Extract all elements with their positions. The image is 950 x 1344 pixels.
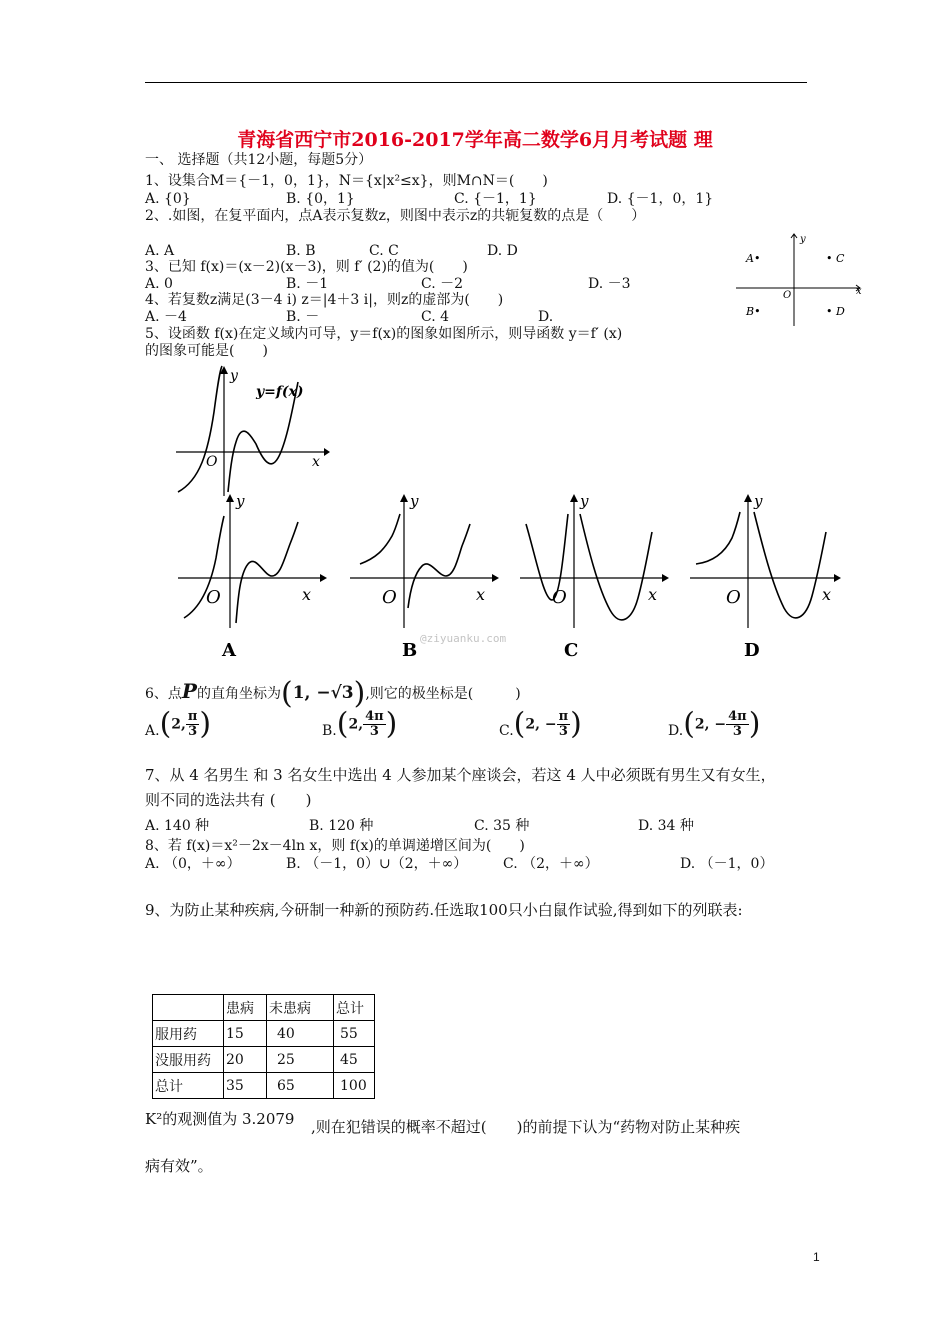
page-number: 1 <box>813 1250 820 1264</box>
q2-stem: 2、.如图，在复平面内，点A表示复数z，则图中表示z的共轭复数的点是（ ） <box>145 208 646 224</box>
point-a: A• <box>746 252 761 265</box>
q9-stem: 9、为防止某种疾病,今研制一种新的预防药.任选取100只小白鼠作试验,得到如下的列联表: <box>145 901 743 919</box>
table-row: 没服用药 20 25 45 <box>153 1047 375 1073</box>
q6-option-b: B.(2, $\frac{4\pi}{3}$ ) <box>322 706 398 742</box>
svg-text:y: y <box>580 492 589 510</box>
svg-text:y: y <box>410 492 419 510</box>
svg-text:x: x <box>822 585 832 604</box>
page-title: 青海省西宁市2016-2017学年高二数学6月月考试题 理 <box>237 129 713 151</box>
curve-left-branch <box>178 366 222 492</box>
y-label: y <box>230 368 238 384</box>
origin-label: O <box>206 454 218 470</box>
q2-option-d: D. D <box>487 243 518 259</box>
table-row: 服用药 15 40 55 <box>153 1021 375 1047</box>
table-row: 总计 35 65 100 <box>153 1073 375 1099</box>
q7-option-d: D. 34 种 <box>638 818 694 834</box>
q9-statistic: K²的观测值为 3.2079 <box>145 1110 295 1128</box>
q2-option-b: B. B <box>286 243 316 259</box>
option-a-letter: A <box>222 640 236 661</box>
point-b: B• <box>746 305 761 318</box>
q1-option-b: B. {0，1} <box>286 191 355 207</box>
svg-text:x: x <box>648 585 658 604</box>
q7-stem-line2: 则不同的选法共有 ( ) <box>145 791 312 809</box>
q8-option-a: A. （0，＋∞） <box>145 856 241 872</box>
q3-option-a: A. 0 <box>145 276 173 292</box>
svg-text:O: O <box>206 587 221 608</box>
q4-option-a: A. －4 <box>145 309 187 325</box>
q6-stem: 6、点P的直角坐标为(1, −√3),则它的极坐标是( ) <box>145 676 521 711</box>
svg-text:y: y <box>754 492 763 510</box>
q8-option-c: C. （2，＋∞） <box>503 856 599 872</box>
q7-option-a: A. 140 种 <box>145 818 210 834</box>
q3-stem: 3、已知 f(x)＝(x－2)(x－3)，则 f′ (2)的值为( ) <box>145 259 468 275</box>
point-p: P <box>181 679 197 703</box>
option-b-letter: B <box>402 640 418 661</box>
q8-option-b: B. （－1，0）∪（2，＋∞） <box>286 856 468 872</box>
q4-option-d: D. <box>538 309 554 325</box>
svg-text:x: x <box>302 585 312 604</box>
svg-text:y: y <box>236 492 245 510</box>
q3-option-b: B. －1 <box>286 276 329 292</box>
q8-stem: 8、若 f(x)＝x²－2x－4ln x，则 f(x)的单调递增区间为( ) <box>145 838 525 854</box>
x-arrow <box>324 448 330 456</box>
y-label: y <box>800 234 806 245</box>
q2-option-c: C. C <box>369 243 399 259</box>
q2-option-a: A. A <box>145 243 175 259</box>
q1-option-a: A. {0} <box>145 191 191 207</box>
derivative-options-figure <box>170 488 850 668</box>
watermark: @ziyuanku.com <box>420 632 507 645</box>
svg-text:O: O <box>382 587 397 608</box>
header-rule <box>145 82 807 83</box>
q1-option-d: D. {－1，0，1} <box>607 191 714 207</box>
option-d-letter: D <box>744 640 760 661</box>
q5-stem-line2: 的图象可能是( ) <box>145 343 268 359</box>
option-c-letter: C <box>564 640 579 661</box>
point-c: • C <box>826 252 845 265</box>
q6-option-c: C.(2, − $\frac{\pi}{3}$ ) <box>499 706 582 742</box>
q9-tail-line2: 病有效”。 <box>145 1157 213 1175</box>
q7-option-c: C. 35 种 <box>474 818 530 834</box>
point-d: • D <box>826 305 845 318</box>
q7-option-b: B. 120 种 <box>309 818 374 834</box>
graph-label: y=f(x) <box>256 384 304 400</box>
q7-stem-line1: 7、从 4 名男生 和 3 名女生中选出 4 人参加某个座谈会，若这 4 人中必须既有男生又有女生， <box>145 766 776 784</box>
q6-option-d: D.(2, − $\frac{4\pi}{3}$ ) <box>668 706 761 742</box>
q6-option-a: A.(2, $\frac{\pi}{3}$ ) <box>145 706 212 742</box>
function-graph-main <box>170 362 330 498</box>
q4-option-b: B. － <box>286 309 320 325</box>
contingency-table <box>152 994 375 1099</box>
q4-stem: 4、若复数z满足(3－4 i) z＝|4＋3 i|，则z的虚部为( ) <box>145 292 504 308</box>
q8-option-d: D. （－1，0） <box>680 856 774 872</box>
q1-stem: 1、设集合M＝{－1，0，1}，N＝{x|x²≤x}，则M∩N＝( ) <box>145 173 548 189</box>
svg-text:x: x <box>476 585 486 604</box>
q9-tail-line1: ,则在犯错误的概率不超过( )的前提下认为“药物对防止某种疾 <box>311 1118 741 1136</box>
origin-label: O <box>783 290 792 301</box>
q3-option-c: C. －2 <box>421 276 464 292</box>
option-d-graph <box>690 492 841 661</box>
q3-option-d: D. －3 <box>588 276 631 292</box>
x-label: x <box>312 454 320 470</box>
complex-plane-figure <box>730 228 870 332</box>
option-a-graph <box>178 492 327 661</box>
q5-stem-line1: 5、设函数 f(x)在定义域内可导，y＝f(x)的图象如图所示，则导函数 y＝f′ (x) <box>145 326 623 342</box>
table-header-row: 患病 未患病 总计 <box>153 995 375 1021</box>
x-label: x <box>856 286 862 297</box>
q1-option-c: C. {－1，1} <box>454 191 537 207</box>
option-c-graph <box>520 492 669 661</box>
svg-text:O: O <box>552 587 567 608</box>
q6-coordinate: 1, −√3 <box>292 683 354 703</box>
q4-option-c: C. 4 <box>421 309 450 325</box>
svg-text:O: O <box>726 587 741 608</box>
section-heading: 一、 选择题（共12小题，每题5分） <box>145 152 373 168</box>
